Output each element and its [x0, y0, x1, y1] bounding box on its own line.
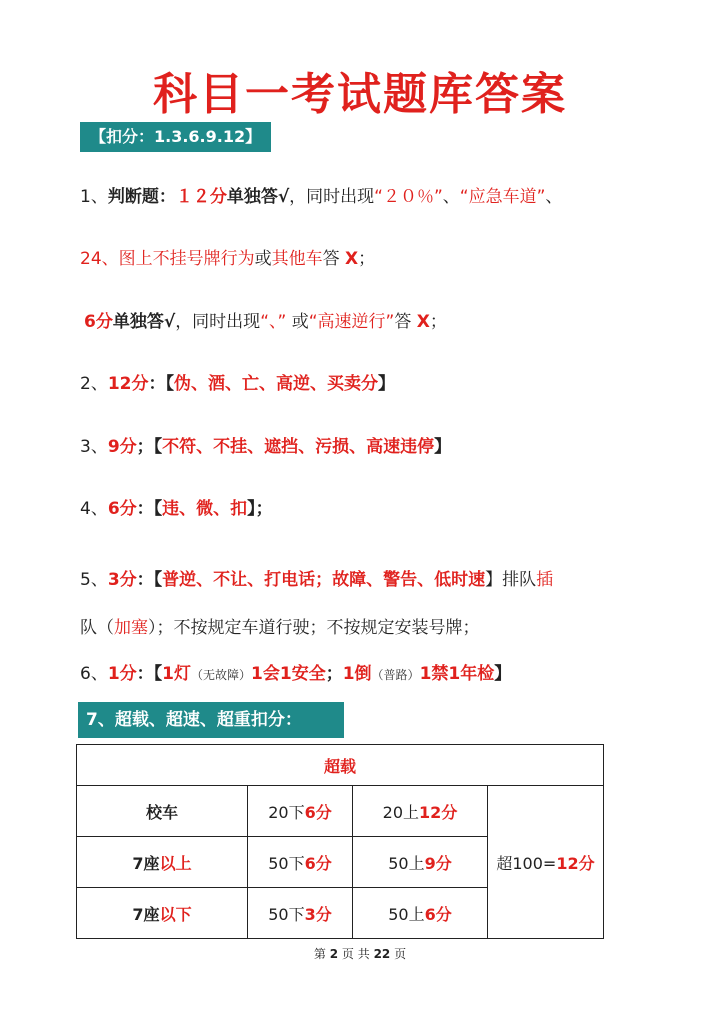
page-footer: 第 2 页 共 22 页 — [313, 947, 407, 961]
line-4: 2、12分：【伪、酒、亡、高逆、买卖分】 — [80, 374, 395, 394]
line-2: 24、图上不挂号牌行为或其他车答 X； — [80, 249, 376, 269]
deduct-tag: 【扣分：1.3.6.9.12】 — [80, 122, 271, 152]
cell-below: 20下6分 — [248, 786, 353, 837]
row-label: 7座以下 — [77, 888, 248, 939]
row-label: 7座以上 — [77, 837, 248, 888]
line-5: 3、9分；【不符、不挂、遮挡、污损、高速违停】 — [80, 437, 452, 457]
page-title: 科目一考试题库答案 — [153, 69, 567, 120]
table-header-row — [77, 745, 604, 786]
line-6: 4、6分：【违、微、扣】； — [80, 499, 273, 519]
line-9: 6、1分：【1灯（无故障）1会1安全；1倒（普路）1禁1年检】 — [80, 664, 512, 684]
cell-above: 50上6分 — [353, 888, 488, 939]
row-label: 校车 — [77, 786, 248, 837]
cell-below: 50下6分 — [248, 837, 353, 888]
line-8: 队（加塞）；不按规定车道行驶；不按规定安装号牌； — [80, 618, 480, 638]
table-header: 超载 — [77, 745, 604, 786]
section-7-tag: 7、超载、超速、超重扣分： — [78, 702, 344, 738]
line-1: 1、判断题：１２分单独答√，同时出现“２０％”、“应急车道”、 — [80, 187, 563, 207]
overload-table — [76, 744, 604, 939]
line-7: 5、3分：【普逆、不让、打电话；故障、警告、低时速】排队插 — [80, 570, 554, 590]
cell-over-100: 超100=12分 — [488, 786, 604, 939]
table-row — [77, 786, 604, 837]
cell-above: 50上9分 — [353, 837, 488, 888]
cell-below: 50下3分 — [248, 888, 353, 939]
cell-above: 20上12分 — [353, 786, 488, 837]
line-3: 6分单独答√，同时出现“、” 或“高速逆行”答 X； — [84, 312, 447, 332]
